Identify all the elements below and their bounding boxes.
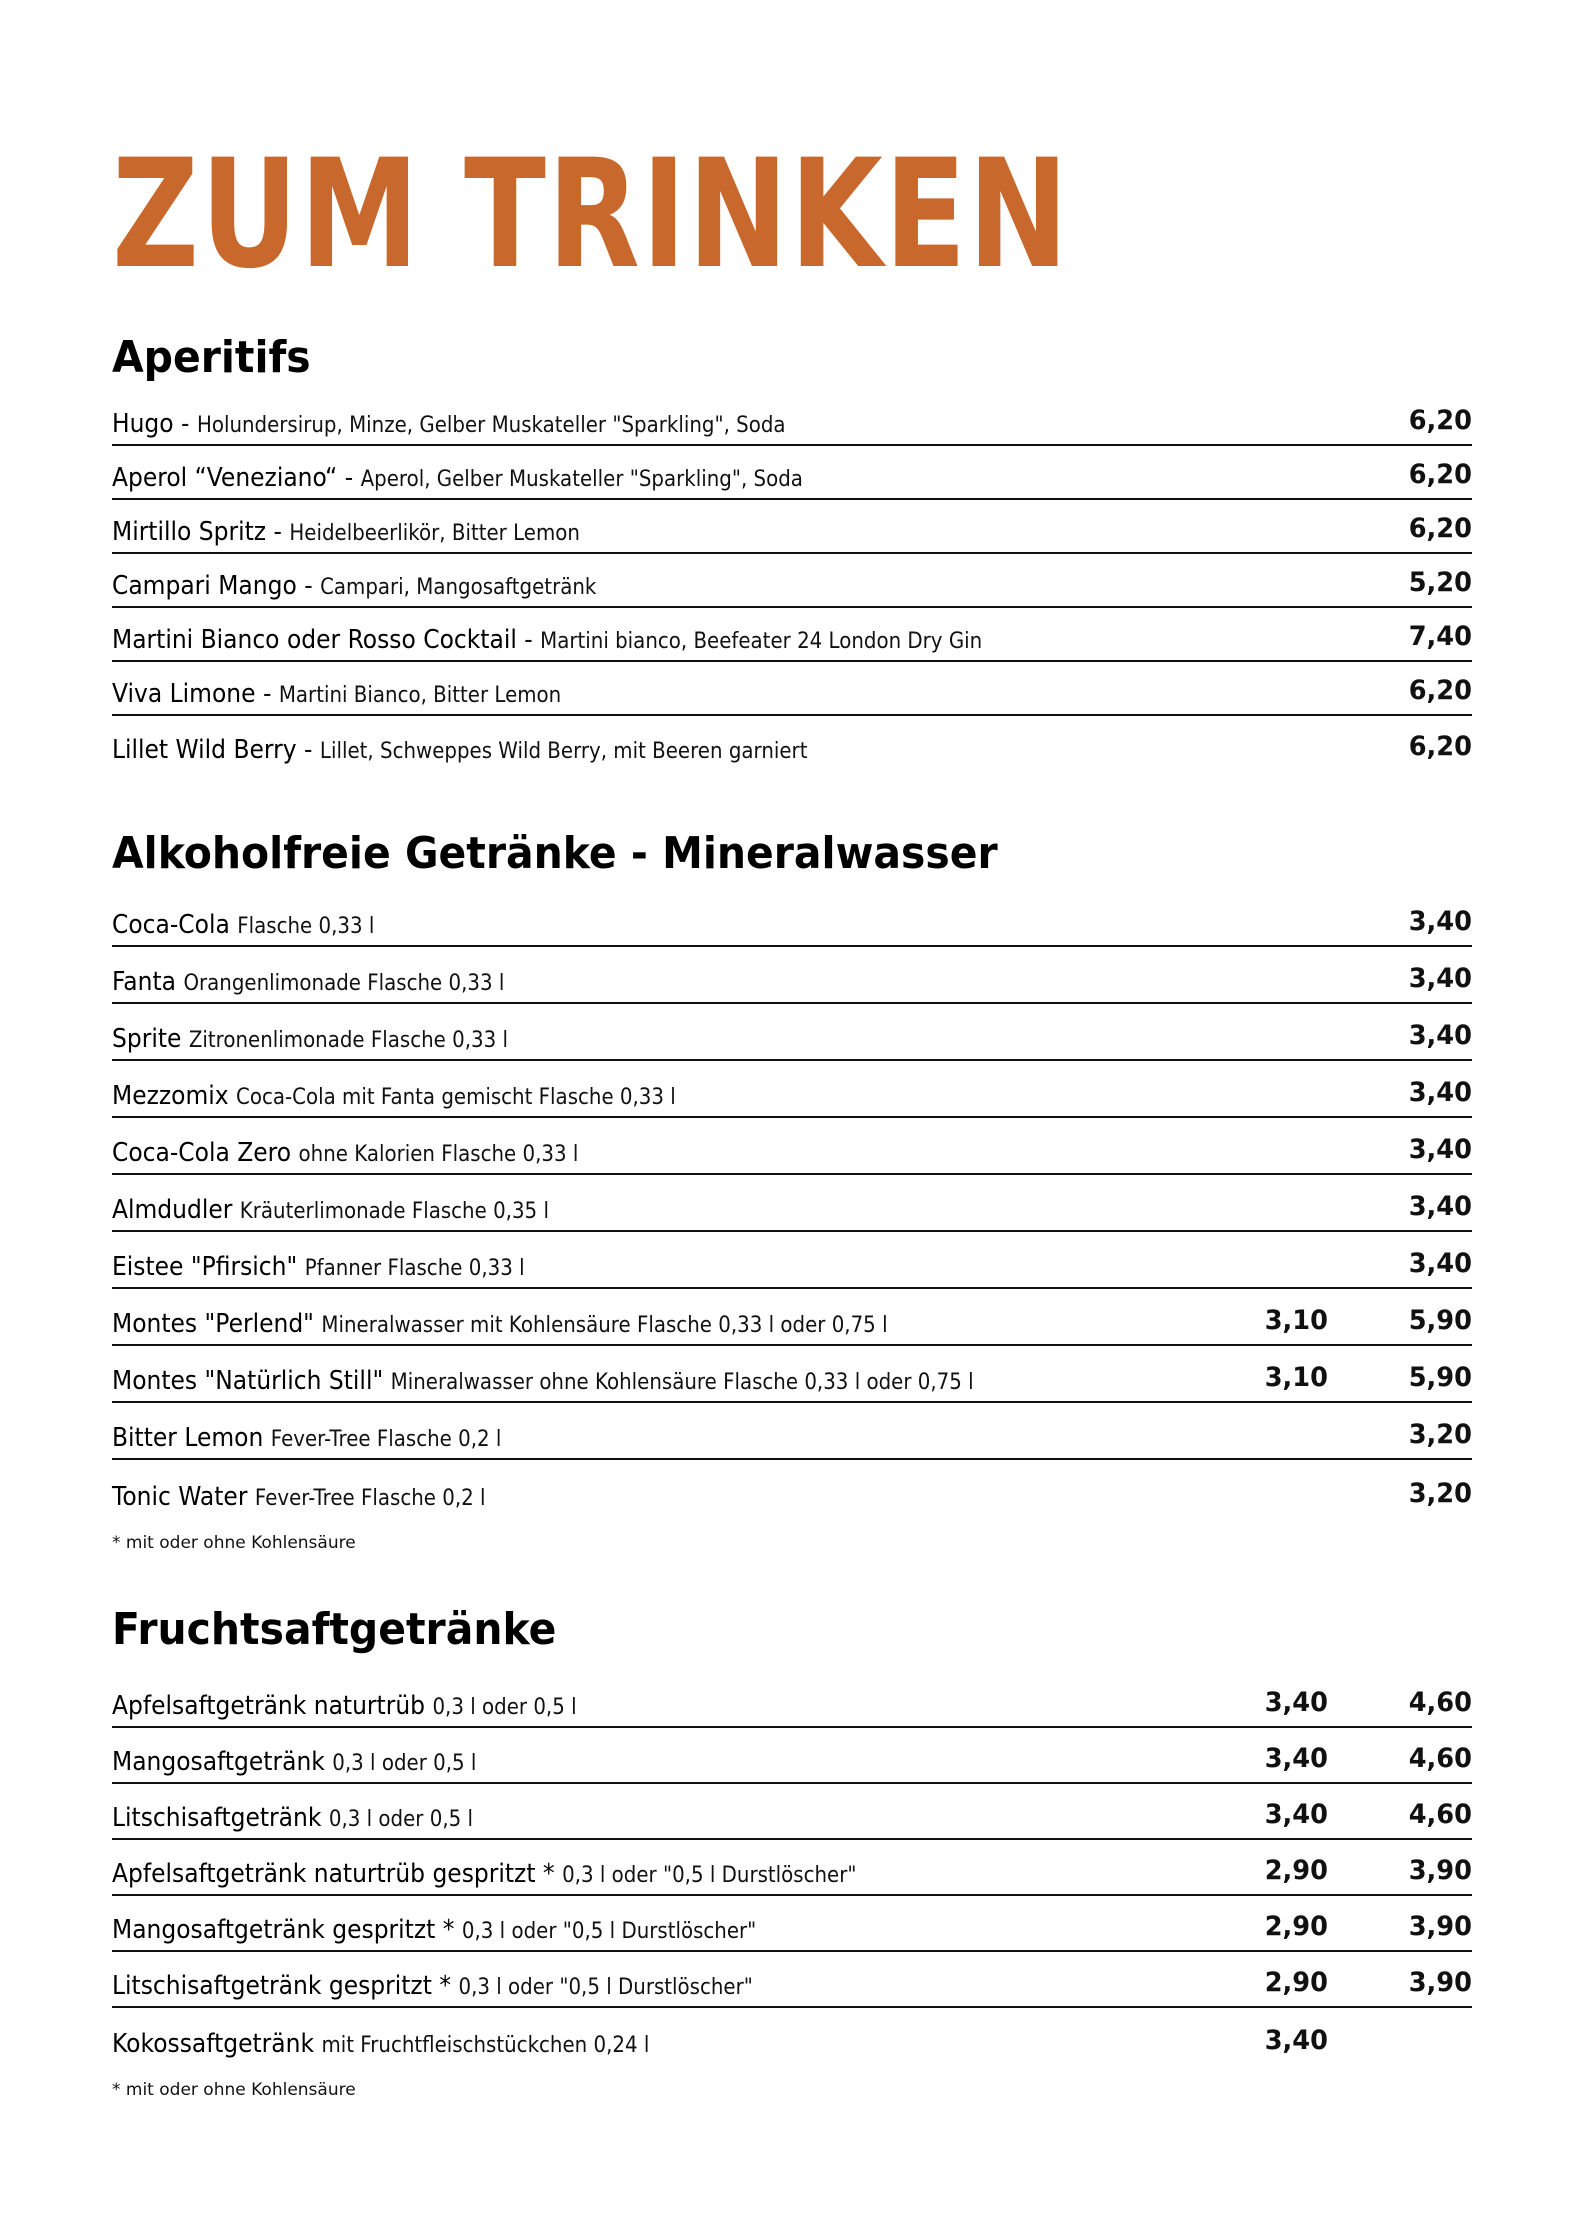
item-price-small: 3,40 <box>1264 1687 1328 1718</box>
item-name: Coca-Cola Zero <box>112 1138 292 1168</box>
item-name: Bitter Lemon <box>112 1423 264 1453</box>
item-price-small: 3,40 <box>1264 1743 1328 1774</box>
item-price-small: 2,90 <box>1264 1967 1328 1998</box>
list-item: Viva Limone - Martini Bianco, Bitter Lemon 6,20 <box>112 662 1472 716</box>
item-price-small: 3,10 <box>1264 1362 1328 1393</box>
item-description: Coca-Cola mit Fanta gemischt Flasche 0,33 l <box>236 1085 676 1110</box>
item-price: 6,20 <box>1408 675 1472 706</box>
item-price: 5,90 <box>1408 1305 1472 1336</box>
list-item <box>112 1232 1472 1289</box>
item-description: Heidelbeerlikör, Bitter Lemon <box>289 521 580 546</box>
list-item <box>112 1346 1472 1403</box>
item-list <box>112 890 1472 1517</box>
list-item <box>112 1840 1472 1896</box>
item-description: Mineralwasser mit Kohlensäure Flasche 0,33 l oder 0,75 l <box>321 1313 888 1338</box>
item-description: 0,3 l oder 0,5 l <box>328 1807 474 1832</box>
item-description: 0,3 l oder 0,5 l <box>432 1695 577 1720</box>
item-price: 5,20 <box>1408 567 1472 598</box>
list-item: Lillet Wild Berry - Lillet, Schweppes Wild Berry, mit Beeren garniert 6,20 <box>112 731 1472 765</box>
item-price: 6,20 <box>1408 731 1472 762</box>
item-description: Martini Bianco, Bitter Lemon <box>278 683 562 708</box>
section-alkoholfreie-getraenke <box>112 828 1472 1553</box>
item-price: 3,20 <box>1408 1419 1472 1450</box>
item-price: 3,40 <box>1408 1077 1472 1108</box>
item-name: Lillet Wild Berry <box>112 735 297 765</box>
list-item <box>112 1004 1472 1061</box>
item-description: ohne Kalorien Flasche 0,33 l <box>298 1142 579 1167</box>
list-item <box>112 947 1472 1004</box>
item-description: Zitronenlimonade Flasche 0,33 l <box>188 1028 509 1053</box>
item-name: Hugo <box>112 409 174 439</box>
item-description: 0,3 l oder "0,5 l Durstlöscher" <box>458 1975 753 2000</box>
item-name: Montes "Perlend" <box>112 1309 314 1339</box>
item-name: Eistee "Pfirsich" <box>112 1252 298 1282</box>
item-name: Campari Mango <box>112 571 297 601</box>
item-list <box>112 392 1472 770</box>
list-item <box>112 1460 1472 1517</box>
item-description: 0,3 l oder "0,5 l Durstlöscher" <box>461 1919 757 1944</box>
item-description: 0,3 l oder 0,5 l <box>332 1751 477 1776</box>
item-description: Flasche 0,33 l <box>237 914 375 939</box>
item-price-small: 2,90 <box>1264 1855 1328 1886</box>
item-name: Apfelsaftgetränk naturtrüb <box>112 1691 426 1721</box>
list-item <box>112 1061 1472 1118</box>
item-name: Mangosaftgetränk <box>112 1747 325 1777</box>
section-title: Alkoholfreie Getränke - Mineralwasser <box>112 828 998 879</box>
item-price: 6,20 <box>1408 459 1472 490</box>
item-price-small: 3,10 <box>1264 1305 1328 1336</box>
item-name: Almdudler <box>112 1195 233 1225</box>
item-name: Sprite <box>112 1024 182 1054</box>
item-price: 4,60 <box>1408 1687 1472 1718</box>
item-price: 3,40 <box>1408 1248 1472 1279</box>
item-name: Viva Limone <box>112 679 256 709</box>
list-item <box>112 1728 1472 1784</box>
item-price: 3,90 <box>1408 1855 1472 1886</box>
list-item <box>112 2008 1472 2064</box>
item-name: Apfelsaftgetränk naturtrüb gespritzt * <box>112 1859 555 1889</box>
item-description: Mineralwasser ohne Kohlensäure Flasche 0,33 l oder 0,75 l <box>390 1370 974 1395</box>
item-price: 4,60 <box>1408 1799 1472 1830</box>
item-description: Fever-Tree Flasche 0,2 l <box>254 1486 486 1511</box>
section-aperitifs <box>112 332 1472 770</box>
item-name: Fanta <box>112 967 176 997</box>
item-name: Litschisaftgetränk gespritzt * <box>112 1971 452 2001</box>
item-price: 3,40 <box>1408 1020 1472 1051</box>
item-price: 4,60 <box>1408 1743 1472 1774</box>
item-name: Aperol “Veneziano“ <box>112 463 338 493</box>
list-item: Aperol “Veneziano“ - Aperol, Gelber Muskateller "Sparkling", Soda 6,20 <box>112 446 1472 500</box>
item-price-small: 2,90 <box>1264 1911 1328 1942</box>
item-price: 6,20 <box>1408 513 1472 544</box>
list-item <box>112 1403 1472 1460</box>
item-description: Fever-Tree Flasche 0,2 l <box>270 1427 502 1452</box>
item-name: Mezzomix <box>112 1081 229 1111</box>
item-description: Campari, Mangosaftgetränk <box>320 575 597 600</box>
item-price: 3,40 <box>1408 1134 1472 1165</box>
list-item <box>112 1289 1472 1346</box>
item-description: 0,3 l oder "0,5 l Durstlöscher" <box>562 1863 857 1888</box>
item-name: Coca-Cola <box>112 910 230 940</box>
item-price: 3,40 <box>1408 906 1472 937</box>
list-item <box>112 1672 1472 1728</box>
list-item <box>112 1118 1472 1175</box>
section-title: Aperitifs <box>112 332 311 383</box>
list-item: Hugo - Holundersirup, Minze, Gelber Muskateller "Sparkling", Soda 6,20 <box>112 392 1472 446</box>
item-name: Mangosaftgetränk gespritzt * <box>112 1915 455 1945</box>
item-price: 3,90 <box>1408 1967 1472 1998</box>
section-title: Fruchtsaftgetränke <box>112 1604 557 1655</box>
section-fruchtsaftgetraenke <box>112 1604 1472 2100</box>
item-list <box>112 1672 1472 2064</box>
item-price: 6,20 <box>1408 405 1472 436</box>
item-description: Holundersirup, Minze, Gelber Muskateller "Sparkling", Soda <box>196 413 786 438</box>
item-name: Martini Bianco oder Rosso Cocktail <box>112 625 517 655</box>
page-title: ZUM TRINKEN <box>112 128 1070 302</box>
item-price: 3,20 <box>1408 1478 1472 1509</box>
item-price: 3,90 <box>1408 1911 1472 1942</box>
list-item <box>112 1784 1472 1840</box>
item-description: mit Fruchtfleischstückchen 0,24 l <box>321 2033 650 2058</box>
item-price: 3,40 <box>1408 1191 1472 1222</box>
item-price-small: 3,40 <box>1264 2025 1328 2056</box>
item-description: Pfanner Flasche 0,33 l <box>304 1256 525 1281</box>
footnote: * mit oder ohne Kohlensäure <box>112 1533 356 1553</box>
footnote: * mit oder ohne Kohlensäure <box>112 2080 356 2100</box>
item-name: Litschisaftgetränk <box>112 1803 322 1833</box>
list-item <box>112 890 1472 947</box>
list-item: Martini Bianco oder Rosso Cocktail - Martini bianco, Beefeater 24 London Dry Gin 7,40 <box>112 608 1472 662</box>
list-item <box>112 1175 1472 1232</box>
item-description: Aperol, Gelber Muskateller "Sparkling", Soda <box>360 467 803 492</box>
item-name: Mirtillo Spritz <box>112 517 267 547</box>
list-item <box>112 1896 1472 1952</box>
item-name: Tonic Water <box>112 1482 248 1512</box>
item-description: Martini bianco, Beefeater 24 London Dry Gin <box>540 629 983 654</box>
item-price: 7,40 <box>1408 621 1472 652</box>
list-item <box>112 1952 1472 2008</box>
item-name: Montes "Natürlich Still" <box>112 1366 384 1396</box>
list-item: Campari Mango - Campari, Mangosaftgetränk 5,20 <box>112 554 1472 608</box>
item-price: 5,90 <box>1408 1362 1472 1393</box>
item-price: 3,40 <box>1408 963 1472 994</box>
item-description: Lillet, Schweppes Wild Berry, mit Beeren garniert <box>319 739 808 764</box>
list-item: Mirtillo Spritz - Heidelbeerlikör, Bitter Lemon 6,20 <box>112 500 1472 554</box>
item-price-small: 3,40 <box>1264 1799 1328 1830</box>
item-description: Kräuterlimonade Flasche 0,35 l <box>239 1199 549 1224</box>
item-name: Kokossaftgetränk <box>112 2029 315 2059</box>
item-description: Orangenlimonade Flasche 0,33 l <box>183 971 505 996</box>
